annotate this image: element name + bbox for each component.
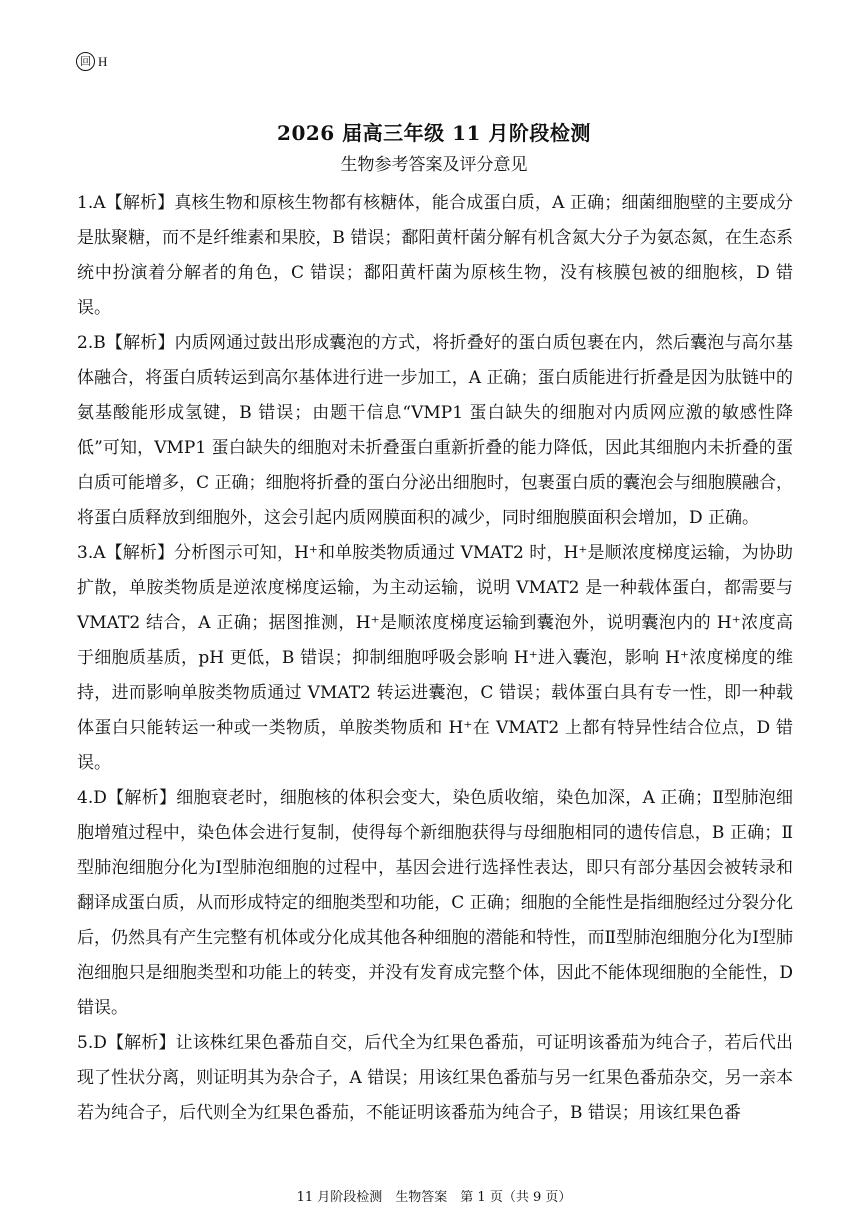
brand-logo: [76, 52, 107, 71]
page-footer: 11 月阶段检测 生物答案 第 1 页（共 9 页）: [296, 1190, 572, 1205]
answer-paragraph-3: 3.A【解析】分析图示可知，H⁺和单胺类物质通过 VMAT2 时，H⁺是顺浓度梯度运输，为协助扩散，单胺类物质是逆浓度梯度运输，为主动运输，说明 VMAT2 是一种载体蛋白，都需要与 VMAT2 结合，A 正确；据图推测，H⁺是顺浓度梯度运输到囊泡外，说明囊泡内的 H⁺浓度高于细胞质基质，pH 更低，B 错误；抑制细胞呼吸会影响 H⁺进入囊泡，影响 H⁺浓度梯度的维持，进而影响单胺类物质通过 VMAT2 转运进囊泡，C 错误；载体蛋白具有专一性，即一种载体蛋白只能转运一种或一类物质，单胺类物质和 H⁺在 VMAT2 上都有特异性结合位点，D 错误。: [77, 543, 793, 773]
logo-circle-icon: 回: [76, 52, 95, 71]
document-subtitle: 生物参考答案及评分意见: [340, 155, 528, 175]
answers-body: [77, 186, 793, 1131]
document-title: 2026 届高三年级 11 月阶段检测: [277, 121, 591, 145]
answer-paragraph-1: 1.A【解析】真核生物和原核生物都有核糖体，能合成蛋白质，A 正确；细菌细胞壁的主要成分是肽聚糖，而不是纤维素和果胶，B 错误；鄱阳黄杆菌分解有机含氮大分子为氨态氮，在生态系统中扮演着分解者的角色，C 错误；鄱阳黄杆菌为原核生物，没有核膜包被的细胞核，D 错误。: [77, 193, 793, 318]
logo-letter: H: [98, 53, 108, 69]
answer-paragraph-4: 4.D【解析】细胞衰老时，细胞核的体积会变大，染色质收缩，染色加深，A 正确；Ⅱ型肺泡细胞增殖过程中，染色体会进行复制，使得每个新细胞获得与母细胞相同的遗传信息，B 正确；Ⅱ型肺泡细胞分化为Ⅰ型肺泡细胞的过程中，基因会进行选择性表达，即只有部分基因会被转录和翻译成蛋白质，从而形成特定的细胞类型和功能，C 正确；细胞的全能性是指细胞经过分裂分化后，仍然具有产生完整有机体或分化成其他各种细胞的潜能和特性，而Ⅱ型肺泡细胞分化为Ⅰ型肺泡细胞只是细胞类型和功能上的转变，并没有发育成完整个体，因此不能体现细胞的全能性，D 错误。: [77, 788, 793, 1018]
answer-paragraph-2: 2.B【解析】内质网通过鼓出形成囊泡的方式，将折叠好的蛋白质包裹在内，然后囊泡与高尔基体融合，将蛋白质转运到高尔基体进行进一步加工，A 正确；蛋白质能进行折叠是因为肽链中的氨基酸能形成氢键，B 错误；由题干信息“VMP1 蛋白缺失的细胞对内质网应激的敏感性降低”可知，VMP1 蛋白缺失的细胞对未折叠蛋白重新折叠的能力降低，因此其细胞内未折叠的蛋白质可能增多，C 正确；细胞将折叠的蛋白分泌出细胞时，包裹蛋白质的囊泡会与细胞膜融合，将蛋白质释放到细胞外，这会引起内质网膜面积的减少，同时细胞膜面积会增加，D 正确。: [77, 333, 793, 528]
answer-paragraph-5: 5.D【解析】让该株红果色番茄自交，后代全为红果色番茄，可证明该番茄为纯合子，若后代出现了性状分离，则证明其为杂合子，A 错误；用该红果色番茄与另一红果色番茄杂交，另一亲本若为纯合子，后代则全为红果色番茄，不能证明该番茄为纯合子，B 错误；用该红果色番: [77, 1033, 793, 1123]
